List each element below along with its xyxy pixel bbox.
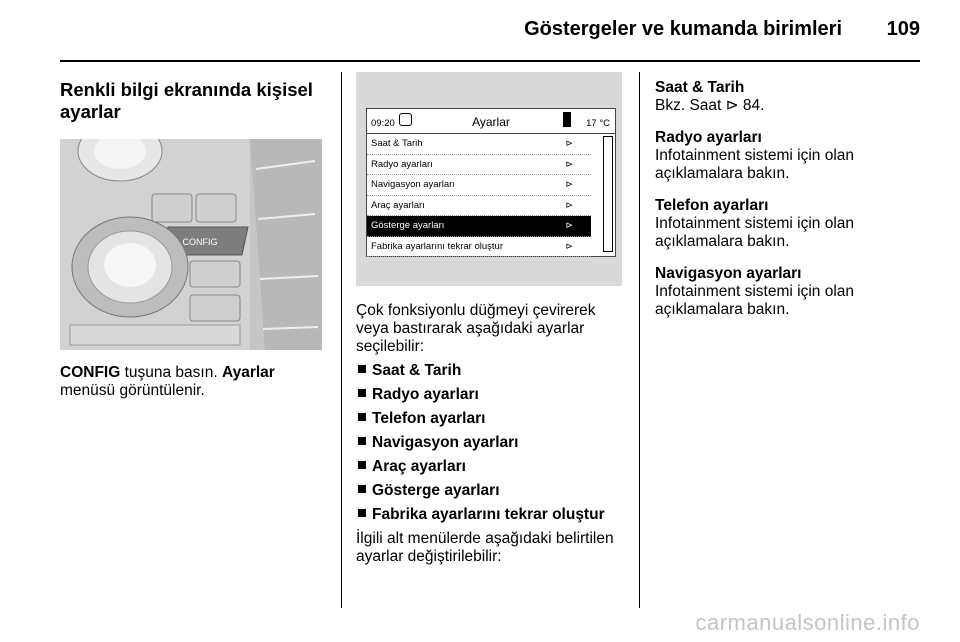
item-text: Infotainment sistemi için olan açıklamalara bakın. — [655, 147, 855, 182]
config-button-label: CONFIG — [182, 237, 218, 247]
bullet-square-icon — [358, 461, 366, 469]
screen-scrollbar — [603, 136, 613, 252]
settings-bullet-list — [356, 362, 626, 524]
bullet-item — [356, 434, 626, 452]
page-number: 109 — [886, 18, 920, 40]
chevron-right-icon: ⊳ — [565, 179, 573, 189]
bullet-label: Saat & Tarih — [372, 362, 462, 379]
screen-menu-item-label: Navigasyon ayarları — [371, 179, 455, 190]
item-title: Navigasyon ayarları — [655, 265, 802, 282]
screen-menu-item — [367, 196, 591, 217]
screen-menu-item — [367, 175, 591, 196]
settings-description-item — [655, 197, 925, 251]
screen-menu-item-label: Fabrika ayarlarını tekrar oluştur — [371, 240, 503, 252]
bullet-label: Navigasyon ayarları — [372, 434, 519, 451]
bullet-label: Fabrika ayarlarını tekrar oluştur — [372, 506, 605, 523]
header-rule — [60, 60, 920, 62]
screen-menu-item — [367, 134, 591, 155]
bullet-square-icon — [358, 437, 366, 445]
bullet-square-icon — [358, 365, 366, 373]
chevron-right-icon: ⊳ — [565, 138, 573, 148]
settings-description-item — [655, 129, 925, 183]
item-text: Infotainment sistemi için olan açıklamalara bakın. — [655, 215, 855, 250]
item-title: Radyo ayarları — [655, 129, 762, 146]
right-column — [655, 79, 925, 333]
intro-paragraph: Çok fonksiyonlu düğmeyi çevirerek veya bastırarak aşağıdaki ayarlar seçilebilir: — [356, 302, 596, 355]
bullet-label: Radyo ayarları — [372, 386, 479, 403]
bullet-square-icon — [358, 509, 366, 517]
item-title: Saat & Tarih — [655, 79, 745, 96]
bullet-square-icon — [358, 389, 366, 397]
settings-screen-image — [356, 72, 622, 286]
screen-menu-item — [367, 237, 591, 258]
item-title: Telefon ayarları — [655, 197, 769, 214]
screen-temperature: 17 °C — [586, 118, 610, 129]
bullet-item — [356, 386, 626, 404]
column-divider-2 — [639, 72, 640, 608]
chevron-right-icon: ⊳ — [565, 199, 573, 210]
bullet-item — [356, 410, 626, 428]
screen-time: 09:20 — [371, 118, 395, 129]
screen-menu-item-label: Saat & Tarih — [371, 138, 423, 149]
page-header-title: Göstergeler ve kumanda birimleri — [524, 18, 842, 40]
screen-menu-item — [367, 216, 591, 237]
screen-menu-item-label: Radyo ayarları — [371, 158, 433, 170]
screen-menu-item-label: Gösterge ayarları — [371, 220, 445, 231]
bullet-item — [356, 362, 626, 380]
chevron-right-icon: ⊳ — [565, 220, 573, 230]
settings-description-item — [655, 79, 925, 115]
left-column — [60, 79, 328, 400]
bullet-label: Telefon ayarları — [372, 410, 486, 427]
chevron-right-icon: ⊳ — [565, 158, 573, 169]
item-text: Infotainment sistemi için olan açıklamalara bakın. — [655, 283, 855, 318]
section-heading: Renkli bilgi ekranında kişisel ayarlar — [60, 79, 313, 122]
screen-menu-item — [367, 155, 591, 176]
bullet-label: Gösterge ayarları — [372, 482, 500, 499]
bullet-square-icon — [358, 413, 366, 421]
config-instruction: CONFIG tuşuna basın. Ayarlar menüsü görüntülenir. — [60, 364, 275, 399]
dashboard-photo — [60, 139, 322, 350]
watermark: carmanualsonline.info — [695, 610, 920, 635]
column-divider-1 — [341, 72, 342, 608]
settings-description-item — [655, 265, 925, 319]
screen-menu-item-label: Araç ayarları — [371, 199, 425, 211]
chevron-right-icon: ⊳ — [565, 240, 573, 251]
thermometer-icon — [563, 112, 571, 127]
bullet-item — [356, 506, 626, 524]
infotainment-screen — [366, 108, 616, 257]
bullet-square-icon — [358, 485, 366, 493]
screen-title: Ayarlar — [472, 115, 510, 129]
bullet-label: Araç ayarları — [372, 458, 466, 475]
screen-status-bar — [367, 109, 615, 134]
bullet-item — [356, 458, 626, 476]
bullet-item — [356, 482, 626, 500]
outro-paragraph: İlgili alt menülerde aşağıdaki belirtilen ayarlar değiştirilebilir: — [356, 530, 614, 565]
middle-column — [356, 72, 626, 566]
screen-menu-list — [367, 134, 615, 257]
item-text: Bkz. Saat ⊳ 84. — [655, 97, 765, 114]
